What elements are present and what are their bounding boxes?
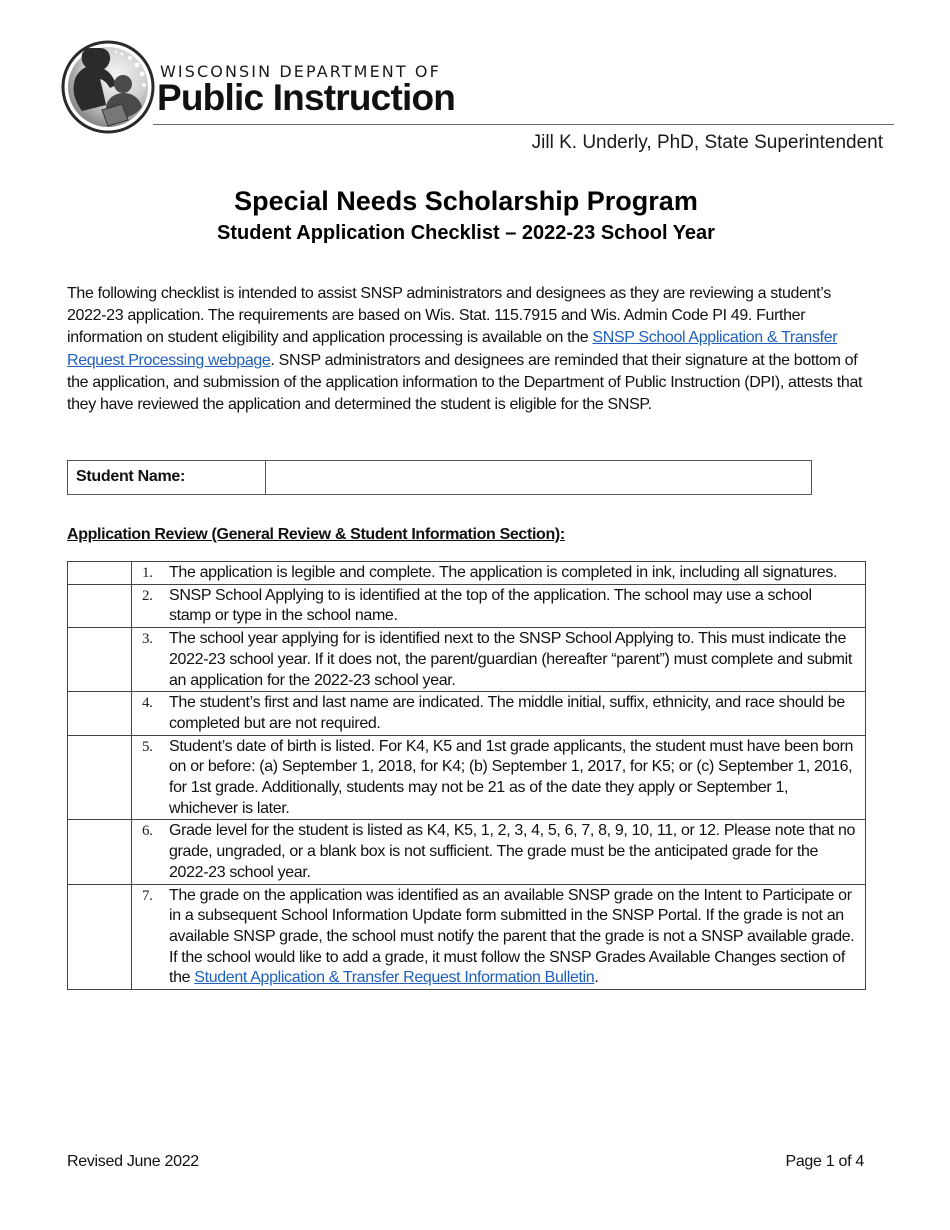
item-text-segment: The grade on the application was identified as an available SNSP grade on the Intent to Participate or in a subsequent School Information Update form submitted in the SNSP Portal. If the grade is not an available SNSP grade, the school must notify the parent that the grade is not a SNSP available grade. If the school would like to add a grade, it must follow the SNSP Grades Available Changes section of the — [169, 886, 855, 987]
checkbox-cell[interactable] — [68, 562, 132, 585]
checkbox-cell[interactable] — [68, 820, 132, 884]
item-number: 1. — [142, 565, 153, 581]
item-text: The student’s first and last name are indicated. The middle initial, suffix, ethnicity, and race should be completed but are not required. — [169, 694, 845, 732]
student-name-field[interactable] — [266, 461, 811, 494]
item-number: 3. — [142, 631, 153, 648]
intro-text-continued: . SNSP administrators and designees are reminded that their signature at the bottom of the application, and submission of the application information to the Department of Public Instruction (DPI), attests that they have reviewed the application and determined the student is eligible for the SNSP. — [67, 351, 863, 414]
item-text: The school year applying for is identified next to the SNSP School Applying to. This must indicate the 2022-23 school year. If it does not, the parent/guardian (hereafter “parent”) must complete and submit an application for the 2022-23 school year. — [169, 630, 852, 689]
item-text: SNSP School Applying to is identified at the top of the application. The school may use a school stamp or type in the school name. — [169, 586, 812, 625]
department-name: Public Instruction — [157, 77, 456, 118]
checklist-row — [68, 584, 866, 627]
checklist-item — [140, 737, 857, 820]
checklist-row — [68, 692, 866, 735]
checkbox-cell[interactable] — [68, 692, 132, 735]
checklist-row — [68, 562, 866, 585]
dpi-teacher-student-logo-icon — [60, 40, 156, 134]
item-number: 6. — [142, 823, 153, 840]
checklist-row — [68, 735, 866, 820]
item-number: 5. — [142, 738, 153, 755]
checklist-item — [140, 886, 857, 990]
checkbox-cell[interactable] — [68, 628, 132, 692]
intro-paragraph — [67, 283, 867, 416]
checklist-row — [68, 628, 866, 692]
checklist-row — [68, 884, 866, 990]
dpi-logo — [60, 40, 156, 134]
item-text: The application is legible and complete. The application is completed in ink, including all signatures. — [169, 564, 838, 581]
student-name-label: Student Name: — [68, 461, 266, 494]
snsp-processing-webpage-link[interactable]: SNSP School Application & Transfer Request Processing webpage — [67, 329, 838, 369]
checklist-item — [140, 821, 857, 883]
checkbox-cell[interactable] — [68, 584, 132, 627]
item-text-segment: . — [594, 969, 599, 987]
item-text: Student’s date of birth is listed. For K4, K5 and 1st grade applicants, the student must have been born on or before: (a) September 1, 2018, for K4; (b) September 1, 2017, for K5; or (c) September 1, 2016, for 1st grade. Additionally, students may not be 21 as of the date they apply or September 1, whichever is later. — [169, 737, 854, 817]
revised-date: Revised June 2022 — [67, 1153, 199, 1170]
item-number: 7. — [142, 887, 153, 904]
item-number: 4. — [142, 695, 153, 712]
item-text — [169, 886, 857, 990]
superintendent-name: Jill K. Underly, PhD, State Superintendent — [531, 132, 883, 153]
information-bulletin-link[interactable]: Student Application & Transfer Request Information Bulletin — [194, 969, 595, 987]
intro-text: The following checklist is intended to assist SNSP administrators and designees as they are reviewing a student’s 2022-23 application. The requirements are based on Wis. Stat. 115.7915 and Wis. Admin Code PI 49. Further information on student eligibility and application processing is available on the — [67, 285, 831, 347]
header-divider — [153, 124, 894, 125]
checklist-item — [140, 693, 857, 734]
department-line: WISCONSIN DEPARTMENT OF — [160, 62, 441, 81]
document-title: Special Needs Scholarship Program — [234, 186, 698, 216]
application-review-heading: Application Review (General Review & Student Information Section): — [67, 526, 565, 543]
checkbox-cell[interactable] — [68, 735, 132, 820]
checklist-item — [140, 629, 857, 691]
item-text: Grade level for the student is listed as K4, K5, 1, 2, 3, 4, 5, 6, 7, 8, 9, 10, 11, or 12. Please note that no grade, ungraded, or a blank box is not sufficient. The grade must be the anticipated grade for the 2022-23 school year. — [169, 822, 856, 881]
checklist-table — [67, 561, 866, 990]
document-subtitle: Student Application Checklist – 2022-23 School Year — [217, 222, 715, 244]
checklist-item — [140, 586, 857, 627]
student-name-table — [67, 460, 812, 495]
checklist-item — [140, 563, 857, 584]
checklist-row — [68, 820, 866, 884]
item-number: 2. — [142, 587, 153, 604]
checkbox-cell[interactable] — [68, 884, 132, 990]
page-number: Page 1 of 4 — [785, 1153, 864, 1170]
